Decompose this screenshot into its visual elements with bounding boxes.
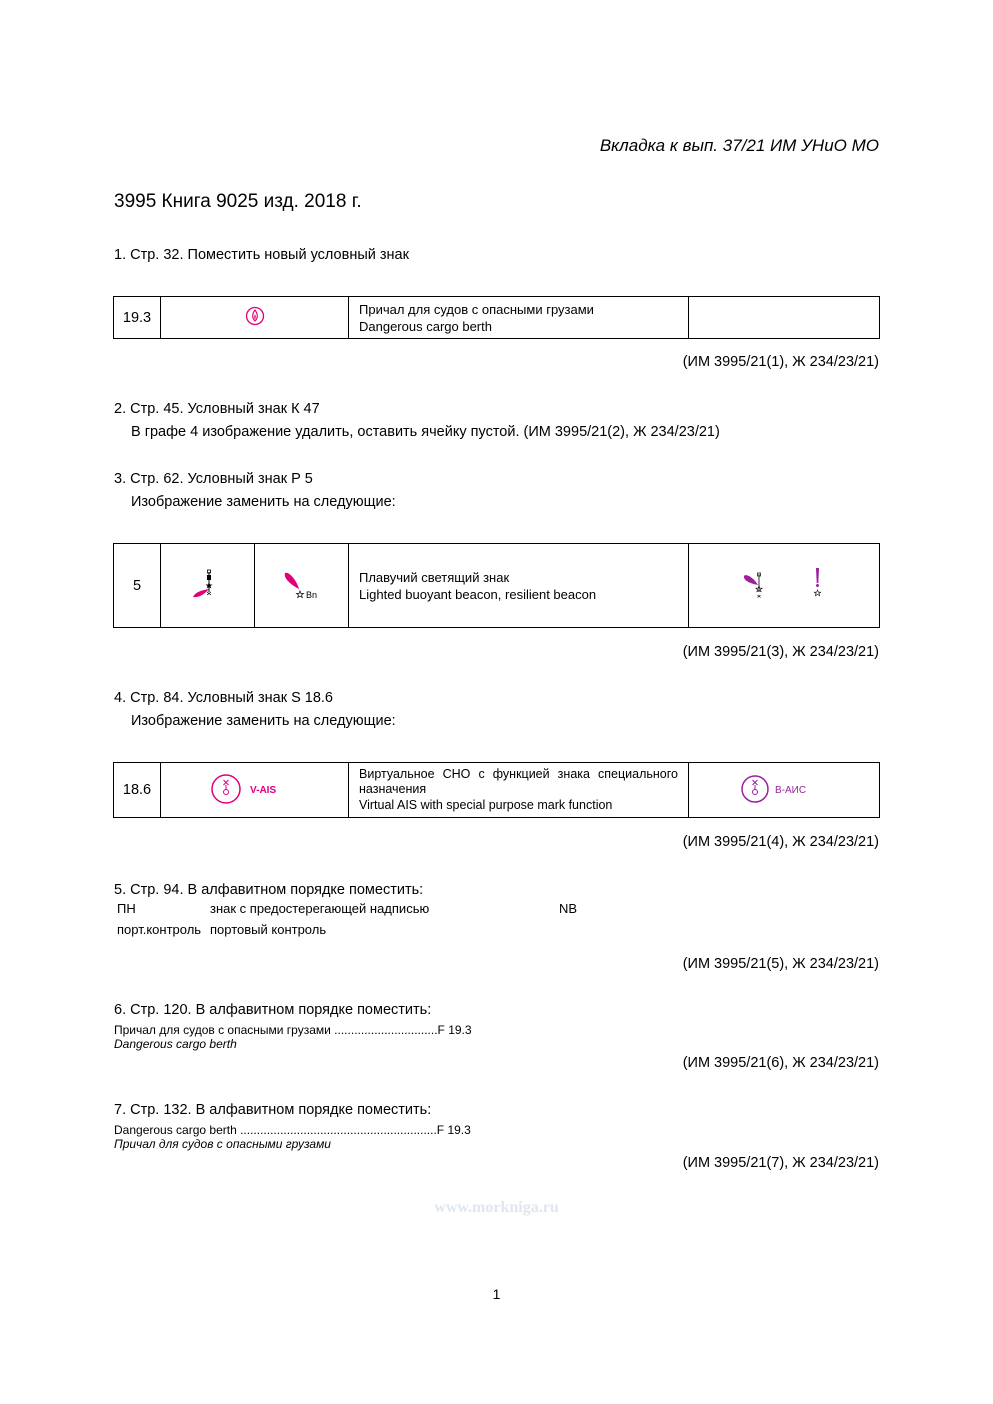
item-3-text: Изображение заменить на следующие: (131, 494, 396, 510)
empty-cell (689, 297, 880, 339)
item-5-heading: 5. Стр. 94. В алфавитном порядке поместить: (114, 882, 424, 898)
abbr-1-meaning: знак с предостерегающей надписью (210, 901, 430, 916)
item-1-table (113, 296, 880, 339)
symbol-number: 18.6 (114, 763, 161, 818)
symbol-number: 19.3 (114, 297, 161, 339)
item-4-text: Изображение заменить на следующие: (131, 713, 396, 729)
item-3-heading: 3. Стр. 62. Условный знак Р 5 (114, 471, 313, 487)
item-3-reference: (ИМ 3995/21(3), Ж 234/23/21) (682, 644, 879, 660)
description-en: Dangerous cargo berth (359, 318, 492, 334)
v-ais-label: V-AIS (249, 784, 276, 796)
item-6-heading: 6. Стр. 120. В алфавитном порядке поместить: (114, 1002, 432, 1018)
item-6-reference: (ИМ 3995/21(6), Ж 234/23/21) (682, 1055, 879, 1071)
header-note: Вкладка к вып. 37/21 ИМ УНиО МО (599, 136, 879, 155)
index-entry-translation: Dangerous cargo berth (114, 1037, 237, 1051)
description-ru: Плавучий светящий знак (359, 569, 510, 585)
item-7-heading: 7. Стр. 132. В алфавитном порядке поместить: (114, 1102, 432, 1118)
description-ru: Виртуальное СНО с функцией знака специального назначения (359, 766, 678, 796)
index-entry-translation: Причал для судов с опасными грузами (114, 1137, 331, 1151)
dangerous-cargo-berth-icon (161, 297, 349, 339)
symbol-number: 5 (114, 544, 161, 628)
item-4-reference: (ИМ 3995/21(4), Ж 234/23/21) (682, 834, 879, 850)
item-7-reference: (ИМ 3995/21(7), Ж 234/23/21) (682, 1155, 879, 1171)
abbr-2-meaning: портовый контроль (210, 922, 327, 937)
item-4-table (113, 762, 880, 818)
beacon-icon-label: Bn (305, 589, 317, 600)
document-title: 3995 Книга 9025 изд. 2018 г. (114, 191, 362, 212)
buoyant-beacon-icon (161, 544, 255, 628)
item-5-reference: (ИМ 3995/21(5), Ж 234/23/21) (682, 956, 879, 972)
item-3-table (113, 543, 880, 628)
abbr-1: ПН (117, 901, 136, 916)
item-4-heading: 4. Стр. 84. Условный знак S 18.6 (114, 690, 333, 706)
description-en: Lighted buoyant beacon, resilient beacon (359, 586, 597, 602)
index-entry: Причал для судов с опасными грузами ...............................F 19.3 (114, 1023, 472, 1037)
page-number: 1 (492, 1286, 501, 1302)
item-1-reference: (ИМ 3995/21(1), Ж 234/23/21) (682, 354, 879, 370)
watermark: www.morkniga.ru (434, 1199, 559, 1216)
virtual-ais-ru-icon (689, 763, 880, 818)
v-ais-ru-label: В-АИС (775, 784, 807, 796)
item-2-text: В графе 4 изображение удалить, оставить ячейку пустой. (ИМ 3995/21(2), Ж 234/23/21) (131, 424, 720, 440)
description-en: Virtual AIS with special purpose mark function (359, 797, 613, 812)
abbr-2: порт.контроль (117, 922, 202, 937)
index-entry: Dangerous cargo berth ...........................................................F 19.3 (114, 1123, 471, 1137)
virtual-ais-icon (161, 763, 349, 818)
description-ru: Причал для судов с опасными грузами (359, 301, 594, 317)
item-2-heading: 2. Стр. 45. Условный знак К 47 (114, 401, 320, 417)
item-1-heading: 1. Стр. 32. Поместить новый условный знак (114, 247, 409, 263)
abbr-1-code: NB (559, 901, 578, 916)
beacon-symbols-cell (689, 544, 880, 628)
beacon-flare-icon (255, 544, 349, 628)
